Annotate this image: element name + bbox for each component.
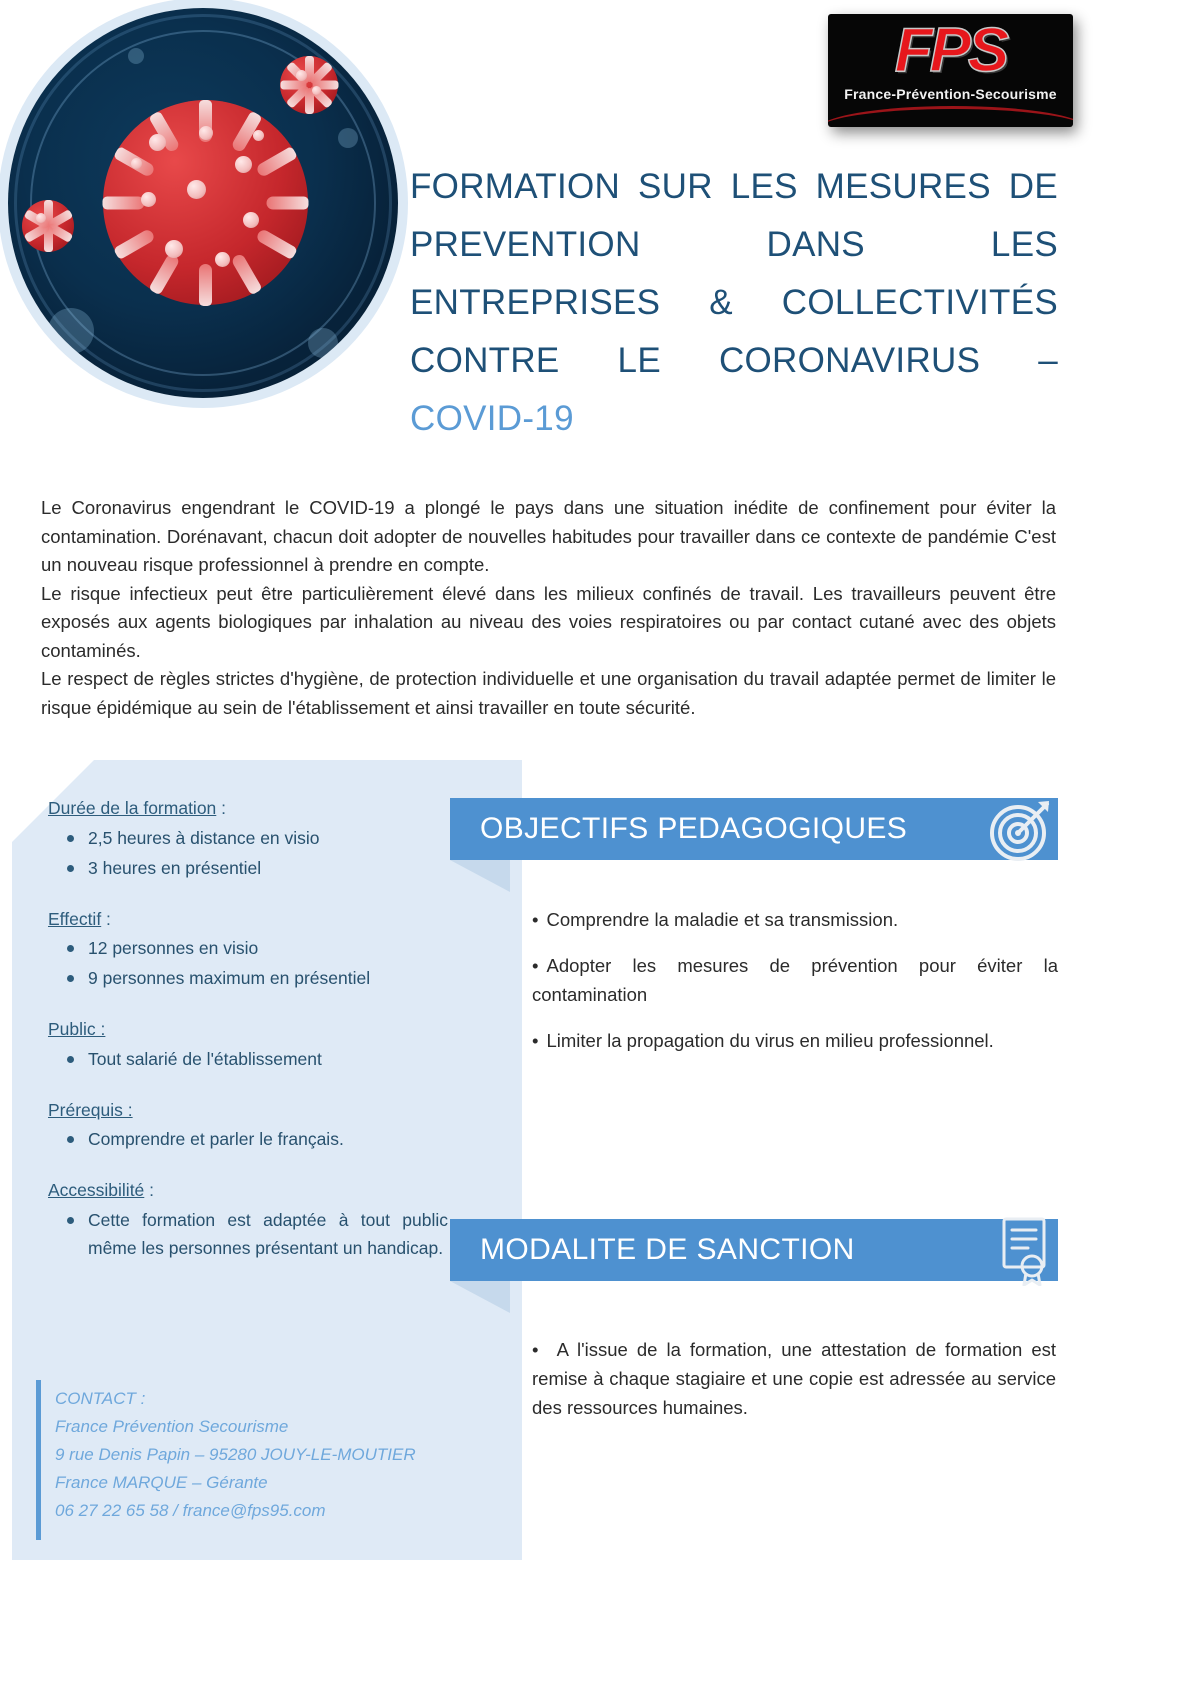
section-effectif-list xyxy=(48,934,448,992)
section-accessibilite-list xyxy=(48,1206,448,1262)
contact-company: France Prévention Secourisme xyxy=(55,1417,289,1436)
section-accessibilite-heading-suffix: : xyxy=(144,1180,155,1200)
list-item: Cette formation est adaptée à tout public même les personnes présentant un handicap. xyxy=(88,1206,448,1262)
section-prerequis-heading xyxy=(48,1097,448,1125)
target-icon xyxy=(988,797,1054,863)
section-duree-heading xyxy=(48,795,448,823)
section-effectif xyxy=(48,906,448,993)
section-duree-heading-text: Durée de la formation xyxy=(48,798,217,818)
section-public-heading-text: Public : xyxy=(48,1019,106,1039)
bullet-glyph: • xyxy=(532,1339,539,1360)
section-accessibilite-heading xyxy=(48,1177,448,1205)
virus-speck xyxy=(48,308,94,354)
objectifs-banner xyxy=(450,798,1058,860)
list-item: 9 personnes maximum en présentiel xyxy=(88,964,448,992)
contact-label: CONTACT : xyxy=(55,1389,146,1408)
coronavirus-illustration xyxy=(8,8,398,398)
intro-paragraph-1: Le Coronavirus engendrant le COVID-19 a plongé le pays dans une situation inédite de confinement pour éviter la contamination. Dorénavant, chacun doit adopter de nouvelles habitudes pour travailler dans ce contexte de pandémie C'est un nouveau risque professionnel à prendre en compte. xyxy=(41,497,1056,575)
bullet-glyph: • xyxy=(532,909,539,930)
title-line-4: CONTRE LE CORONAVIRUS – xyxy=(410,341,1058,380)
logo-mark: FPS xyxy=(894,16,1007,85)
page-title xyxy=(410,158,1058,448)
objectifs-bullet xyxy=(532,951,1058,1009)
title-line-2: DE PREVENTION DANS LES xyxy=(410,167,1058,264)
section-duree-heading-suffix: : xyxy=(216,798,227,818)
logo-swoosh xyxy=(828,106,1073,127)
virion-small xyxy=(280,56,338,114)
section-prerequis xyxy=(48,1097,448,1154)
details-panel-content xyxy=(48,795,448,1264)
virus-speck xyxy=(308,328,338,358)
section-effectif-heading xyxy=(48,906,448,934)
section-duree-list xyxy=(48,824,448,882)
contact-address: 9 rue Denis Papin – 95280 JOUY-LE-MOUTIER xyxy=(55,1445,416,1464)
section-public-list xyxy=(48,1045,448,1073)
certificate-icon xyxy=(994,1216,1054,1286)
objectifs-bullet xyxy=(532,905,1058,934)
title-line-1: FORMATION SUR LES MESURES xyxy=(410,167,991,206)
list-item: 12 personnes en visio xyxy=(88,934,448,962)
objectifs-bullet xyxy=(532,1026,1058,1055)
objectifs-bullet-text: Adopter les mesures de prévention pour éviter la contamination xyxy=(532,955,1058,1005)
fps-logo xyxy=(828,14,1073,127)
list-item: Comprendre et parler le français. xyxy=(88,1125,448,1153)
contact-phone-email: 06 27 22 65 58 / france@fps95.com xyxy=(55,1501,326,1520)
sanction-banner xyxy=(450,1219,1058,1281)
list-item: 2,5 heures à distance en visio xyxy=(88,824,448,852)
contact-person: France MARQUE – Gérante xyxy=(55,1473,268,1492)
section-accessibilite-heading-text: Accessibilité xyxy=(48,1180,145,1200)
section-accessibilite xyxy=(48,1177,448,1262)
intro-paragraph-3: Le respect de règles strictes d'hygiène, de protection individuelle et une organisation du travail adaptée permet de limiter le risque épidémique au sein de l'établissement et ainsi travailler en toute sécurité. xyxy=(41,668,1056,718)
contact-accent-bar xyxy=(36,1380,41,1540)
objectifs-bullet-text: Limiter la propagation du virus en milieu professionnel. xyxy=(546,1030,994,1051)
section-duree xyxy=(48,795,448,882)
sanction-bullet-text: A l'issue de la formation, une attestation de formation est remise à chaque stagiaire et une copie est adressée au service des ressources humaines. xyxy=(532,1339,1057,1418)
objectifs-title: OBJECTIFS PEDAGOGIQUES xyxy=(480,812,908,845)
list-item: 3 heures en présentiel xyxy=(88,854,448,882)
virus-speck xyxy=(338,128,358,148)
sanction-title: MODALITE DE SANCTION xyxy=(480,1233,855,1266)
list-item: Tout salarié de l'établissement xyxy=(88,1045,448,1073)
objectifs-bullet-text: Comprendre la maladie et sa transmission. xyxy=(546,909,899,930)
objectifs-content xyxy=(532,905,1058,1072)
section-effectif-heading-text: Effectif xyxy=(48,908,102,929)
contact-block xyxy=(55,1385,495,1525)
title-covid-label: COVID-19 xyxy=(410,399,574,438)
section-prerequis-list xyxy=(48,1125,448,1153)
title-line-3: ENTREPRISES & COLLECTIVITÉS xyxy=(410,283,1058,322)
bullet-glyph: • xyxy=(532,1030,539,1051)
virion-small xyxy=(22,200,74,252)
section-public xyxy=(48,1016,448,1073)
section-public-heading xyxy=(48,1016,448,1044)
virus-speck xyxy=(128,48,144,64)
section-effectif-heading-suffix: : xyxy=(101,908,111,929)
virion-main xyxy=(103,100,308,305)
sanction-content xyxy=(532,1335,1056,1422)
logo-tagline: France-Prévention-Secourisme xyxy=(844,86,1057,102)
bullet-glyph: • xyxy=(532,955,539,976)
section-prerequis-heading-text: Prérequis : xyxy=(48,1099,133,1120)
intro-paragraph-2: Le risque infectieux peut être particulièrement élevé dans les milieux confinés de travail. Les travailleurs peuvent être exposés aux agents biologiques par inhalation au niveau des voies respiratoires ou par contact cutané avec des objets contaminés. xyxy=(41,582,1056,661)
intro-text xyxy=(41,494,1056,722)
